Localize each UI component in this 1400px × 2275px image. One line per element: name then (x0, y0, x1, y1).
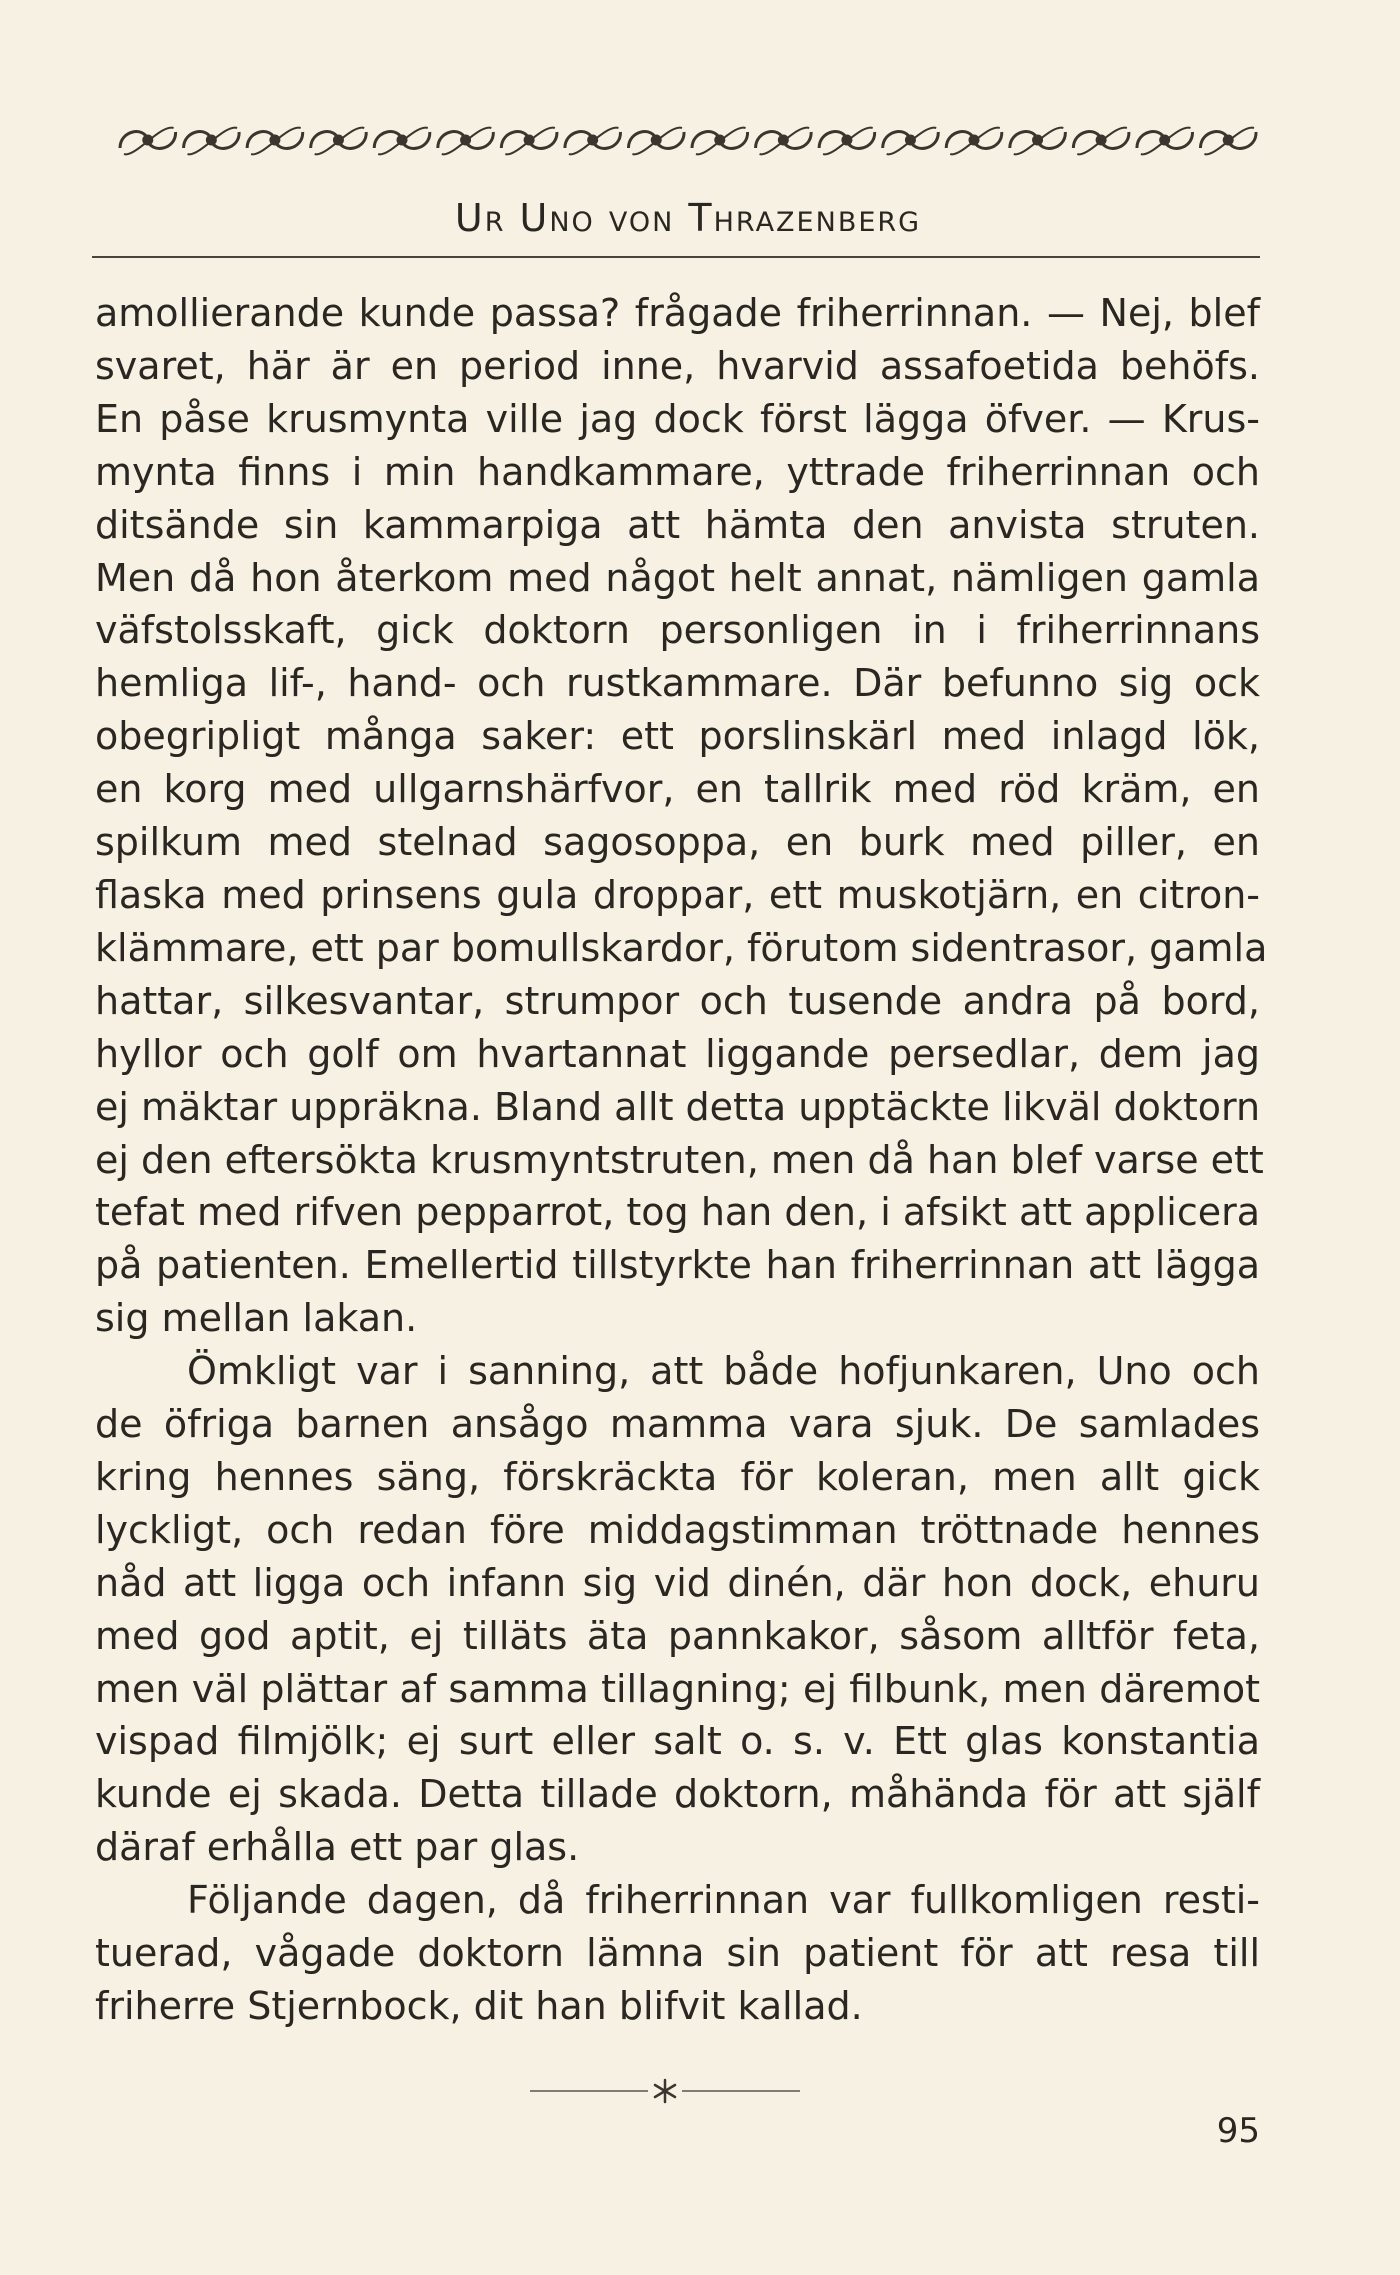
text-line: väfstolsskaft, gick doktorn personligen in i friherrinnans (95, 608, 1260, 653)
text-line: sig mellan lakan. (95, 1296, 418, 1341)
text-line: En påse krusmynta ville jag dock först lägga öfver. — Krus- (95, 396, 1260, 441)
page-number: 95 (1216, 2111, 1260, 2151)
body-text (95, 287, 1268, 2033)
text-line: klämmare, ett par bomullskardor, förutom sidentrasor, gamla (95, 925, 1268, 970)
text-line: med god aptit, ej tilläts äta pannkakor, såsom alltför feta, (95, 1613, 1260, 1658)
text-line: svaret, här är en period inne, hvarvid assafoetida behöfs. (95, 343, 1260, 388)
text-line: flaska med prinsens gula droppar, ett muskotjärn, en citron- (95, 872, 1260, 917)
text-line: Följande dagen, då friherrinnan var fullkomligen resti- (187, 1878, 1260, 1923)
text-line: lyckligt, och redan före middagstimman tröttnade hennes (95, 1507, 1260, 1552)
text-line: ej den eftersökta krusmyntstruten, men då han blef varse ett (95, 1137, 1264, 1182)
text-line: obegripligt många saker: ett porslinskärl med inlagd lök, (95, 714, 1260, 759)
text-line: hattar, silkesvantar, strumpor och tusende andra på bord, (95, 978, 1260, 1023)
text-line: tefat med rifven pepparrot, tog han den, i afsikt att applicera (95, 1190, 1260, 1235)
text-line: spilkum med stelnad sagosoppa, en burk med piller, en (95, 820, 1260, 865)
text-line: tuerad, vågade doktorn lämna sin patient för att resa till (95, 1931, 1260, 1976)
text-line: hemliga lif-, hand- och rustkammare. Där befunno sig ock (95, 661, 1260, 706)
text-line: på patienten. Emellertid tillstyrkte han friherrinnan att lägga (95, 1243, 1260, 1288)
text-line: kring hennes säng, förskräckta för koleran, men allt gick (95, 1454, 1260, 1499)
text-line: ditsände sin kammarpiga att hämta den anvista struten. (95, 502, 1260, 547)
text-line: mynta finns i min handkammare, yttrade friherrinnan och (95, 449, 1260, 494)
running-head: Ur Uno von Thrazenberg (454, 196, 922, 240)
text-line: Ömkligt var i sanning, att både hofjunkaren, Uno och (187, 1349, 1260, 1394)
text-line: ej mäktar uppräkna. Bland allt detta upptäckte likväl doktorn (95, 1084, 1261, 1129)
text-line: amollierande kunde passa? frågade friherrinnan. — Nej, blef (95, 291, 1260, 335)
text-line: de öfriga barnen ansågo mamma vara sjuk. De samlades (95, 1402, 1260, 1447)
asterisk-rule-ornament-icon (530, 2076, 800, 2106)
text-line: kunde ej skada. Detta tillade doktorn, måhända för att själf (95, 1772, 1260, 1817)
text-line: hyllor och golf om hvartannat liggande persedlar, dem jag (95, 1031, 1260, 1076)
text-line: Men då hon återkom med något helt annat, nämligen gamla (95, 555, 1260, 600)
text-line: men väl plättar af samma tillagning; ej filbunk, men däremot (95, 1666, 1260, 1711)
text-line: en korg med ullgarnshärfvor, en tallrik med röd kräm, en (95, 767, 1260, 812)
text-line: vispad filmjölk; ej surt eller salt o. s. v. Ett glas konstantia (95, 1719, 1260, 1764)
text-line: nåd att ligga och infann sig vid dinén, där hon dock, ehuru (95, 1560, 1260, 1605)
header-rule (92, 256, 1260, 258)
scroll-border-ornament-icon (116, 118, 1260, 164)
text-line: däraf erhålla ett par glas. (95, 1825, 580, 1870)
text-line: friherre Stjernbock, dit han blifvit kallad. (95, 1984, 863, 2028)
